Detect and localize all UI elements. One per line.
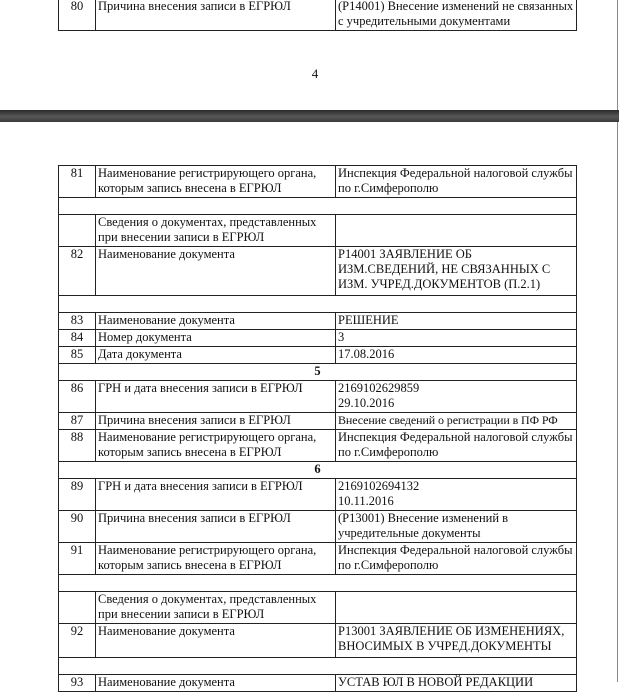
row-number: 86 <box>59 381 96 413</box>
spacer-row <box>59 575 577 592</box>
row-value <box>336 479 577 511</box>
spacer-row <box>59 658 577 675</box>
row-number: 85 <box>59 347 96 364</box>
documents-heading-row <box>59 592 577 624</box>
documents-heading: Сведения о документах, представленных при внесении записи в ЕГРЮЛ <box>96 215 336 247</box>
row-number: 82 <box>59 247 96 296</box>
row-label: Наименование регистрирующего органа, которым запись внесена в ЕГРЮЛ <box>96 166 336 198</box>
row-value: 3 <box>336 330 577 347</box>
row-value: РЕШЕНИЕ <box>336 313 577 330</box>
row-label: Наименование регистрирующего органа, которым запись внесена в ЕГРЮЛ <box>96 430 336 462</box>
table-row <box>59 543 577 575</box>
row-number: 84 <box>59 330 96 347</box>
row-label: Наименование документа <box>96 313 336 330</box>
row-label: ГРН и дата внесения записи в ЕГРЮЛ <box>96 479 336 511</box>
egrul-table-page-4 <box>58 0 577 31</box>
row-value: (Р14001) Внесение изменений не связанных с учредительными документами <box>336 0 577 31</box>
row-number: 89 <box>59 479 96 511</box>
section-number: 6 <box>59 462 577 479</box>
row-label: Причина внесения записи в ЕГРЮЛ <box>96 0 336 31</box>
documents-heading: Сведения о документах, представленных при внесении записи в ЕГРЮЛ <box>96 592 336 624</box>
table-row <box>59 313 577 330</box>
row-value: Внесение сведений о регистрации в ПФ РФ <box>336 413 577 430</box>
table-row <box>59 675 577 692</box>
table-row <box>59 330 577 347</box>
grn-number: 2169102694132 <box>338 479 420 493</box>
row-value: Р14001 ЗАЯВЛЕНИЕ ОБ ИЗМ.СВЕДЕНИЙ, НЕ СВЯЗАННЫХ С ИЗМ. УЧРЕД.ДОКУМЕНТОВ (П.2.1) <box>336 247 577 296</box>
grn-date: 29.10.2016 <box>338 396 395 410</box>
grn-date: 10.11.2016 <box>338 494 394 508</box>
row-number: 81 <box>59 166 96 198</box>
spacer-row <box>59 296 577 313</box>
table-row <box>59 430 577 462</box>
row-label: Наименование документа <box>96 675 336 692</box>
row-value: Инспекция Федеральной налоговой службы по г.Симферополю <box>336 430 577 462</box>
row-number: 83 <box>59 313 96 330</box>
table-row <box>59 381 577 413</box>
row-label: Причина внесения записи в ЕГРЮЛ <box>96 511 336 543</box>
section-number: 5 <box>59 364 577 381</box>
row-label: ГРН и дата внесения записи в ЕГРЮЛ <box>96 381 336 413</box>
row-number: 87 <box>59 413 96 430</box>
table-row <box>59 624 577 658</box>
table-row <box>59 413 577 430</box>
row-value: Инспекция Федеральной налоговой службы по г.Симферополю <box>336 543 577 575</box>
row-number: 80 <box>59 0 96 31</box>
page-number: 4 <box>311 66 319 81</box>
row-value: 17.08.2016 <box>336 347 577 364</box>
page-5 <box>0 122 618 689</box>
egrul-table-page-5 <box>58 165 577 692</box>
page-4 <box>0 0 618 110</box>
row-label: Причина внесения записи в ЕГРЮЛ <box>96 413 336 430</box>
page-separator <box>0 110 619 122</box>
table-row <box>59 347 577 364</box>
row-value <box>336 381 577 413</box>
row-value: Р13001 ЗАЯВЛЕНИЕ ОБ ИЗМЕНЕНИЯХ, ВНОСИМЫХ В УЧРЕД.ДОКУМЕНТЫ <box>336 624 577 658</box>
section-row <box>59 364 577 381</box>
spacer-row <box>59 198 577 215</box>
grn-number: 2169102629859 <box>338 381 420 395</box>
row-label: Номер документа <box>96 330 336 347</box>
row-number: 91 <box>59 543 96 575</box>
table-row <box>59 166 577 198</box>
row-value: УСТАВ ЮЛ В НОВОЙ РЕДАКЦИИ <box>336 675 577 692</box>
documents-heading-row <box>59 215 577 247</box>
table-row <box>59 247 577 296</box>
table-row <box>59 479 577 511</box>
table-row <box>59 0 577 31</box>
row-number: 90 <box>59 511 96 543</box>
row-number: 92 <box>59 624 96 658</box>
row-number: 88 <box>59 430 96 462</box>
row-number: 93 <box>59 675 96 692</box>
section-row <box>59 462 577 479</box>
row-value: (Р13001) Внесение изменений в учредительные документы <box>336 511 577 543</box>
row-label: Наименование регистрирующего органа, которым запись внесена в ЕГРЮЛ <box>96 543 336 575</box>
table-row <box>59 511 577 543</box>
row-label: Наименование документа <box>96 624 336 658</box>
row-label: Дата документа <box>96 347 336 364</box>
row-label: Наименование документа <box>96 247 336 296</box>
row-value: Инспекция Федеральной налоговой службы по г.Симферополю <box>336 166 577 198</box>
